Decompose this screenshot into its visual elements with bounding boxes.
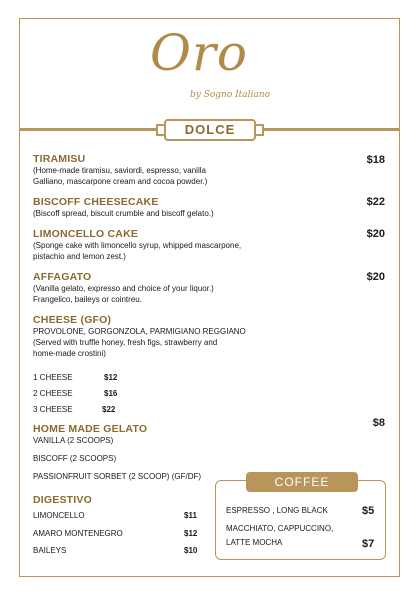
item-name: AFFAGATO xyxy=(33,271,92,283)
cheese-option-price: $22 xyxy=(102,405,116,414)
menu-item-biscoff-cheesecake xyxy=(33,196,214,219)
cheese-option-label: 2 CHEESE xyxy=(33,389,73,398)
digestivo-item-price: $10 xyxy=(184,546,198,555)
menu-item-limoncello-cake xyxy=(33,228,241,262)
item-desc-line: PROVOLONE, GORGONZOLA, PARMIGIANO REGGIANO xyxy=(33,327,246,336)
digestivo-item-label: AMARO MONTENEGRO xyxy=(33,529,123,538)
coffee-item-price: $7 xyxy=(362,538,375,550)
item-desc-line: (Home-made tiramisu, saviordi, espresso, vanilla xyxy=(33,166,206,175)
coffee-box xyxy=(215,480,386,560)
item-name: TIRAMISU xyxy=(33,153,86,165)
item-name: LIMONCELLO CAKE xyxy=(33,228,139,240)
item-desc-line: pistachio and lemon zest.) xyxy=(33,252,126,261)
brand-name: Oro xyxy=(150,24,248,82)
cheese-option-price: $12 xyxy=(104,373,118,382)
menu-item-cheese xyxy=(33,314,246,359)
item-price: $20 xyxy=(366,228,385,240)
coffee-title: COFFEE xyxy=(246,472,358,492)
item-desc-line: Frangelico, baileys or cointreu. xyxy=(33,295,142,304)
item-desc-line: home-made crostini) xyxy=(33,349,106,358)
menu-item-gelato xyxy=(33,423,147,435)
gelato-option: BISCOFF (2 SCOOPS) xyxy=(33,454,117,463)
gelato-option: VANILLA (2 SCOOPS) xyxy=(33,436,114,445)
menu-item-affagato xyxy=(33,271,214,305)
item-price: $18 xyxy=(366,154,385,166)
digestivo-item-price: $12 xyxy=(184,529,198,538)
item-desc-line: Galliano, mascarpone cream and cocoa powder.) xyxy=(33,177,208,186)
brand-tagline: by Sogno Italiano xyxy=(190,90,271,100)
item-name: CHEESE (GFO) xyxy=(33,314,112,326)
brand-logo xyxy=(150,24,271,108)
item-price: $22 xyxy=(366,196,385,208)
coffee-item-label: MACCHIATO, CAPPUCCINO, xyxy=(226,524,334,533)
cheese-option-price: $16 xyxy=(104,389,118,398)
item-price: $20 xyxy=(366,271,385,283)
item-desc-line: (Biscoff spread, biscuit crumble and biscoff gelato.) xyxy=(33,209,214,218)
item-desc-line: (Sponge cake with limoncello syrup, whipped mascarpone, xyxy=(33,241,242,250)
item-price: $8 xyxy=(372,417,385,429)
item-desc-line: (Vanilla gelato, expresso and choice of your liquor.) xyxy=(33,284,214,293)
menu-item-tiramisu xyxy=(33,153,207,187)
coffee-item-price: $5 xyxy=(362,505,375,517)
digestivo-title: DIGESTIVO xyxy=(33,494,92,506)
coffee-item-label-line2: LATTE MOCHA xyxy=(226,538,283,547)
item-name: HOME MADE GELATO xyxy=(33,423,148,435)
coffee-item-label: ESPRESSO , LONG BLACK xyxy=(226,506,328,515)
cheese-option-label: 1 CHEESE xyxy=(33,373,73,382)
digestivo-item-label: BAILEYS xyxy=(33,546,67,555)
section-digestivo xyxy=(33,494,92,506)
section-title-dolce: DOLCE xyxy=(164,119,256,141)
item-name: BISCOFF CHEESECAKE xyxy=(33,196,159,208)
digestivo-item-price: $11 xyxy=(184,511,197,520)
item-desc-line: (Served with truffle honey, fresh figs, strawberry and xyxy=(33,338,218,347)
cheese-option-label: 3 CHEESE xyxy=(33,405,73,414)
digestivo-item-label: LIMONCELLO xyxy=(33,511,85,520)
gelato-option: PASSIONFRUIT SORBET (2 SCOOP) (GF/DF) xyxy=(33,472,202,481)
